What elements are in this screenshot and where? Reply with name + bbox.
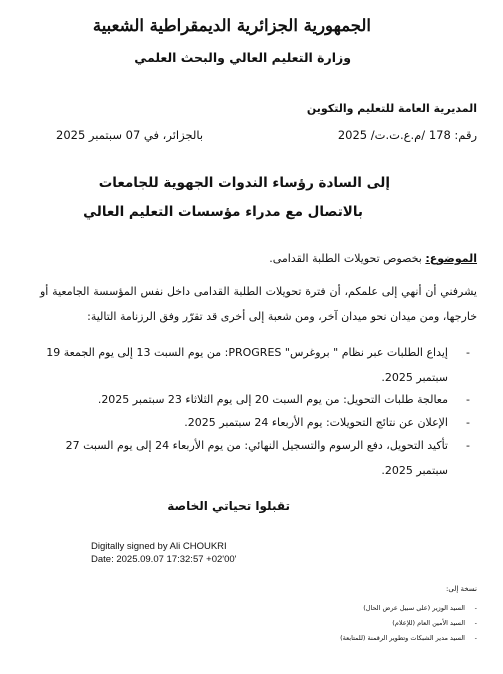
schedule-item-text: تأكيد التحويل، دفع الرسوم والتسجيل النهائي: من يوم الأربعاء 24 إلى يوم السبت 27 سبتمبر 2025. [65,439,448,477]
addressee-line-2: بالاتصال مع مدراء مؤسسات التعليم العالي [83,204,363,220]
bullet-dash: - [466,416,470,429]
subject-line [269,252,477,265]
bullet-dash: - [466,346,470,359]
copies-header: نسخة إلى: [446,585,477,593]
bullet-dash: - [466,439,470,452]
republic-title: الجمهورية الجزائرية الديمقراطية الشعبية [92,16,371,35]
subject-label: الموضوع: [425,252,477,265]
bullet-dash: - [474,604,477,612]
bullet-dash: - [466,393,470,406]
schedule-item [40,340,470,390]
bullet-dash: - [474,634,477,642]
bullet-dash: - [474,619,477,627]
schedule-item-text: معالجة طلبات التحويل: من يوم السبت 20 إلى يوم الثلاثاء 23 سبتمبر 2025. [97,393,448,406]
copy-recipient-text: السيد الأمين العام (للإعلام) [392,619,465,627]
addressee-line-1: إلى السادة رؤساء الندوات الجهوية للجامعات [98,175,390,191]
ministry-name: وزارة التعليم العالي والبحث العلمي [134,50,351,65]
copy-recipient-text: السيد الوزير (على سبيل عرض الحال) [363,604,465,612]
place-date: بالجزائر، في 07 سبتمبر 2025 [56,128,204,142]
schedule-item [40,387,470,412]
closing-salutation: تقبلوا تحياتي الخاصة [167,499,290,513]
directorate-name: المديرية العامة للتعليم والتكوين [306,102,477,115]
reference-number: رقم: 178 /م.ع.ت.ت/ 2025 [337,128,477,142]
digital-signature-date: Date: 2025.09.07 17:32:57 +02'00' [91,554,237,565]
schedule-item [40,410,470,435]
copy-recipient-text: السيد مدير الشبكات وتطوير الرقمنة (للمتابعة) [340,634,465,642]
digital-signature-name: Digitally signed by Ali CHOUKRI [91,541,227,552]
copy-recipient [363,604,477,612]
schedule-item [40,433,470,483]
subject-text: بخصوص تحويلات الطلبة القدامى. [269,252,426,265]
copy-recipient [340,634,477,642]
copy-recipient [392,619,477,627]
schedule-item-text: إيداع الطلبات عبر نظام " بروغرس" PROGRES: من يوم السبت 13 إلى يوم الجمعة 19 سبتمبر 2025. [46,346,448,384]
schedule-item-text: الإعلان عن نتائج التحويلات: يوم الأربعاء 24 سبتمبر 2025. [184,416,448,429]
intro-paragraph: يشرفني أن أنهي إلى علمكم، أن فترة تحويلات الطلبة القدامى داخل نفس المؤسسة الجامعية أو خارجها، ومن ميدان نحو ميدان آخر، ومن شعبة إلى أخرى قد تقرّر وفق الرزنامة التالية: [40,285,477,323]
